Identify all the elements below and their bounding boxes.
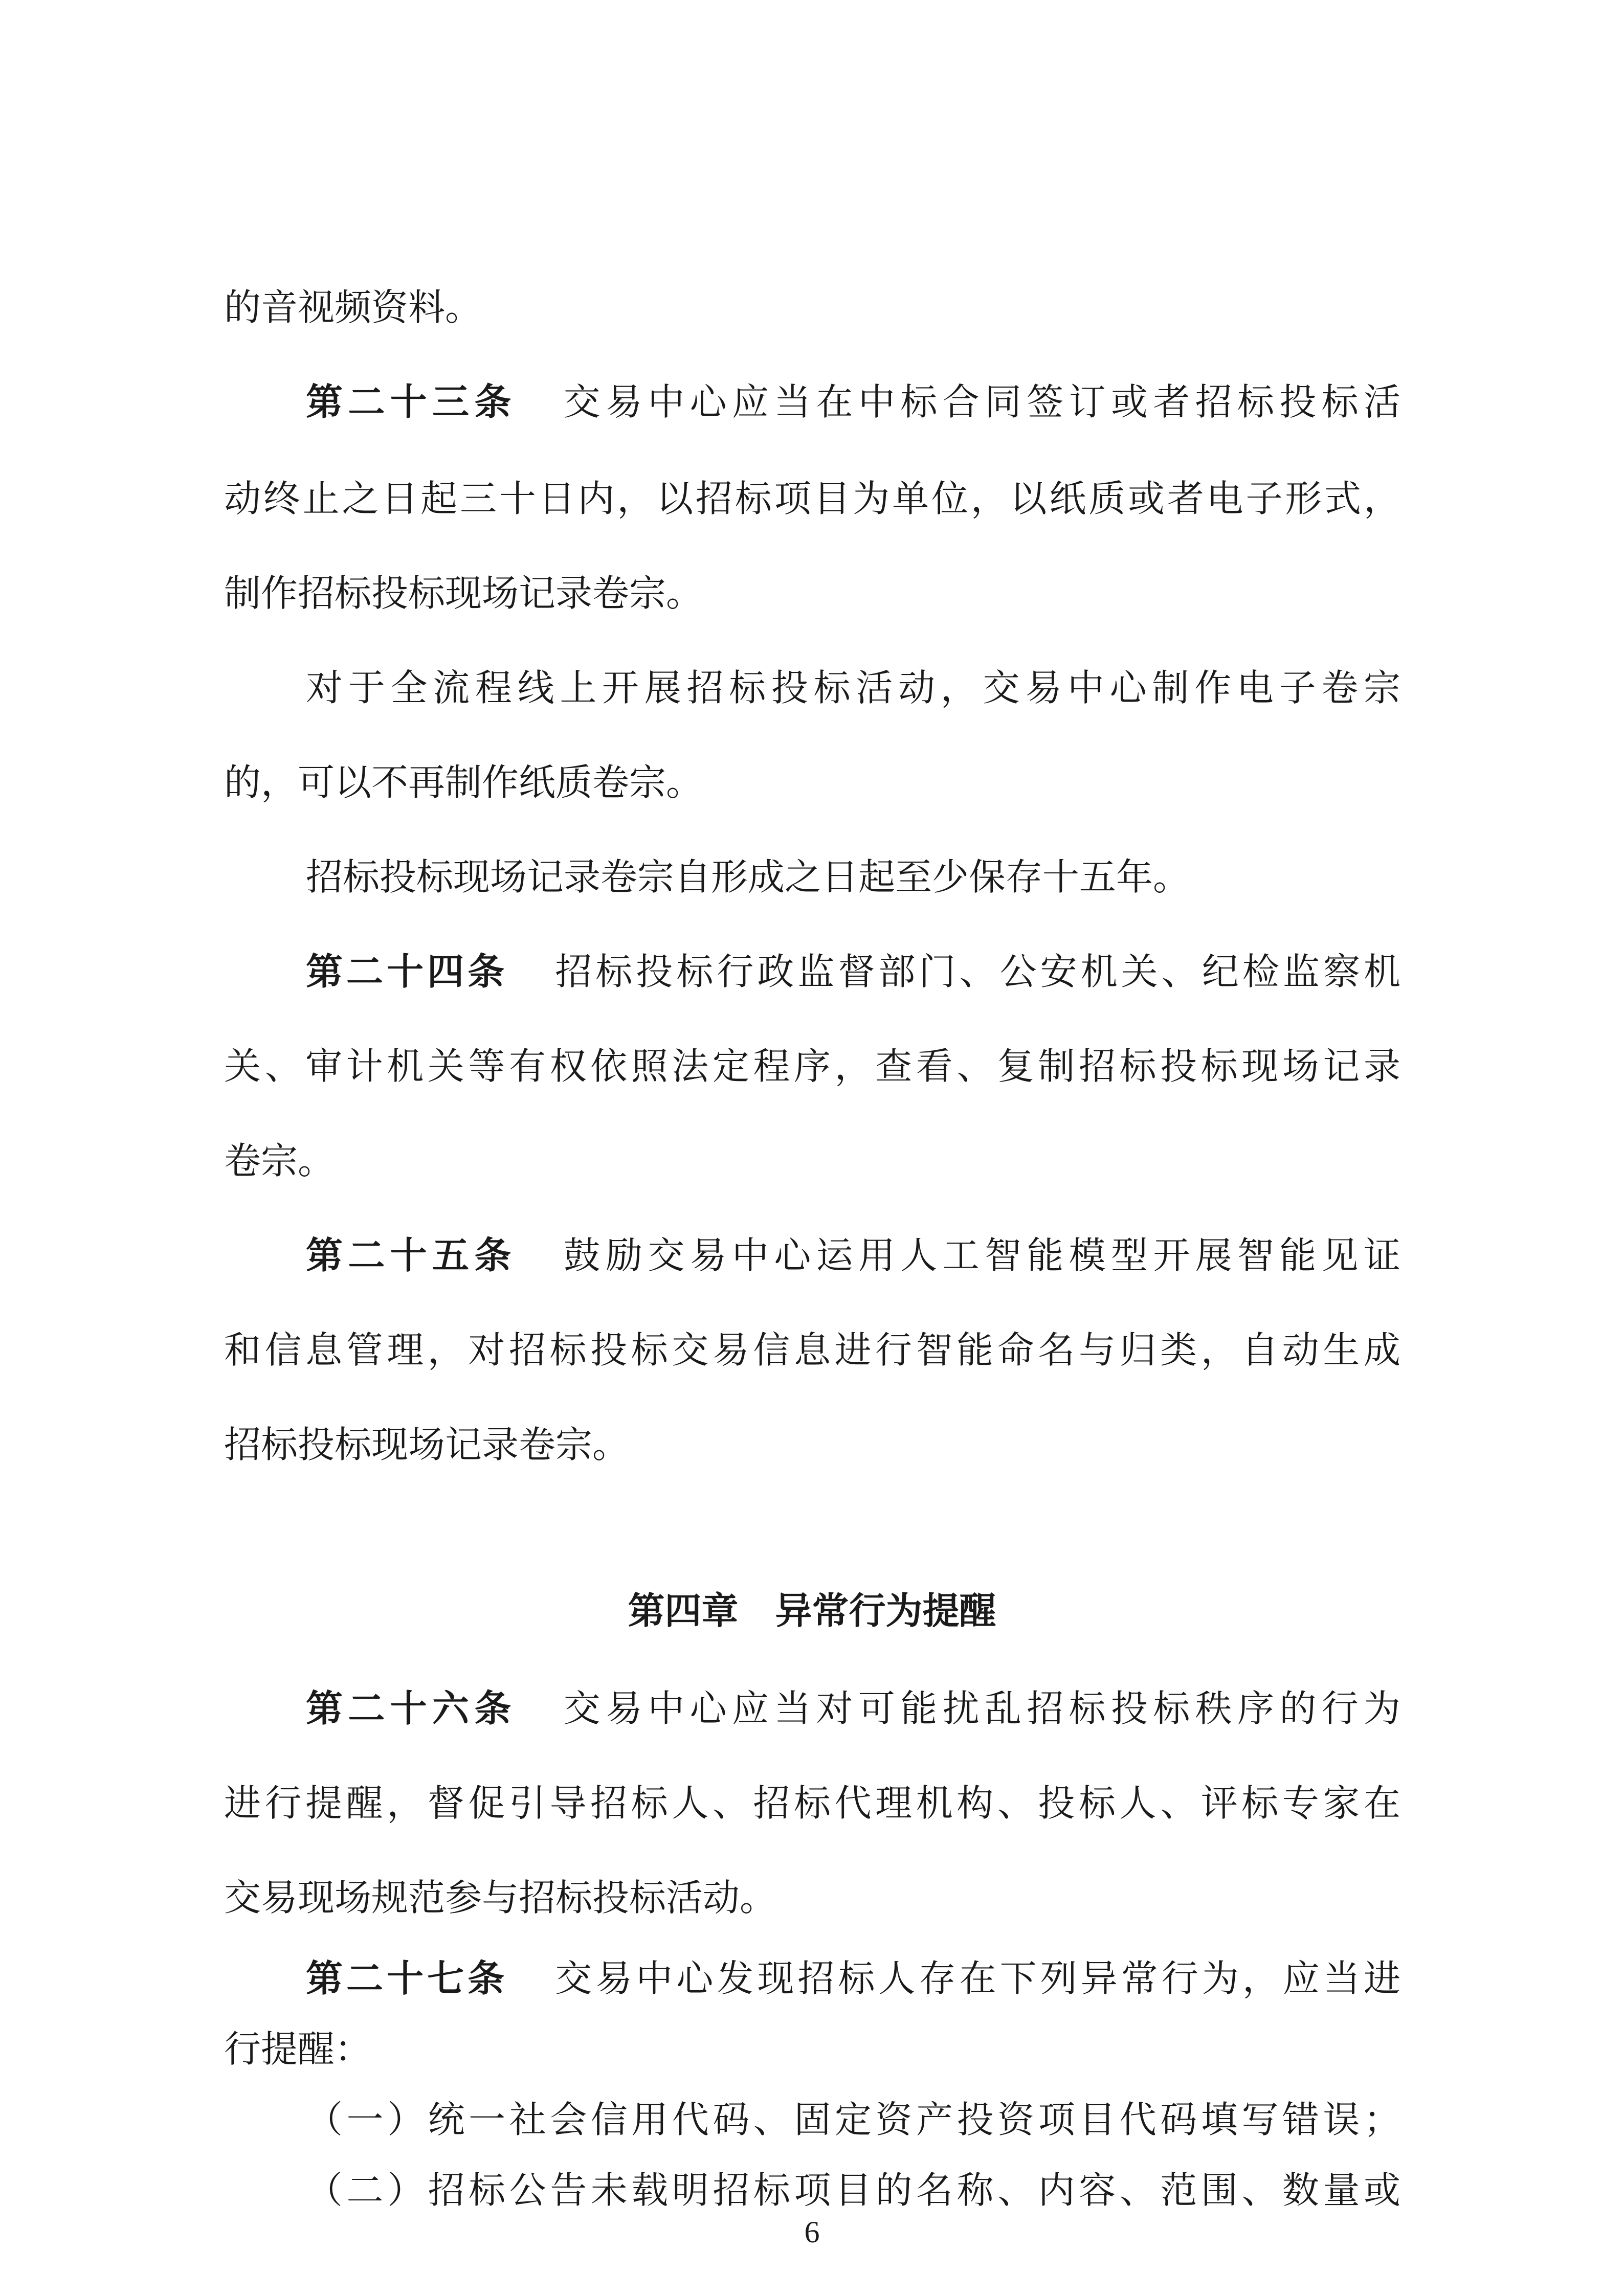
article-23-label: 第二十三条: [306, 380, 517, 423]
article-25-text: 鼓励交易中心运用人工智能模型开展智能见证: [563, 1234, 1400, 1277]
article-26-line-3: 交易现场规范参与招标投标活动。: [224, 1876, 777, 1919]
paragraph-line: 招标投标现场记录卷宗自形成之日起至少保存十五年。: [306, 856, 1190, 898]
paragraph-line: 的，可以不再制作纸质卷宗。: [224, 761, 703, 804]
article-24-line-1: [306, 949, 1400, 995]
list-item-2: （二）招标公告未载明招标项目的名称、内容、范围、数量或: [306, 2169, 1400, 2212]
article-26-text: 交易中心应当对可能扰乱招标投标秩序的行为: [563, 1687, 1400, 1730]
page-number: 6: [804, 2215, 820, 2249]
article-25-line-1: [306, 1232, 1400, 1278]
paragraph-line: 对于全流程线上开展招标投标活动，交易中心制作电子卷宗: [306, 666, 1400, 709]
article-26-label: 第二十六条: [306, 1687, 517, 1730]
article-25-label: 第二十五条: [306, 1234, 517, 1277]
article-24-line-3: 卷宗。: [224, 1139, 335, 1182]
article-26-line-1: [306, 1685, 1400, 1731]
article-25-line-3: 招标投标现场记录卷宗。: [224, 1423, 630, 1466]
article-23-line-2: 动终止之日起三十日内，以招标项目为单位，以纸质或者电子形式，: [224, 477, 1400, 520]
article-25-line-2: 和信息管理，对招标投标交易信息进行智能命名与归类，自动生成: [224, 1329, 1400, 1371]
chapter-heading: [0, 1588, 1624, 1634]
article-27-line-2: 行提醒：: [224, 2028, 372, 2070]
article-23-line-1: [306, 379, 1400, 425]
article-27-line-1: [306, 1955, 1400, 2001]
article-24-line-2: 关、审计机关等有权依照法定程序，查看、复制招标投标现场记录: [224, 1045, 1400, 1088]
chapter-label: 第四章: [628, 1589, 739, 1632]
article-24-label: 第二十四条: [306, 950, 508, 993]
list-item-1: （一）统一社会信用代码、固定资产投资项目代码填写错误；: [306, 2098, 1400, 2141]
article-23-text: 交易中心应当在中标合同签订或者招标投标活: [563, 380, 1400, 423]
article-24-text: 招标投标行政监督部门、公安机关、纪检监察机: [555, 950, 1400, 993]
text-line: 的音视频资料。: [224, 286, 482, 329]
article-26-line-2: 进行提醒，督促引导招标人、招标代理机构、投标人、评标专家在: [224, 1782, 1400, 1825]
article-27-label: 第二十七条: [306, 1957, 508, 2000]
chapter-title: 异常行为提醒: [775, 1589, 996, 1632]
article-27-text: 交易中心发现招标人存在下列异常行为，应当进: [555, 1957, 1400, 2000]
article-23-line-3: 制作招标投标现场记录卷宗。: [224, 572, 703, 615]
